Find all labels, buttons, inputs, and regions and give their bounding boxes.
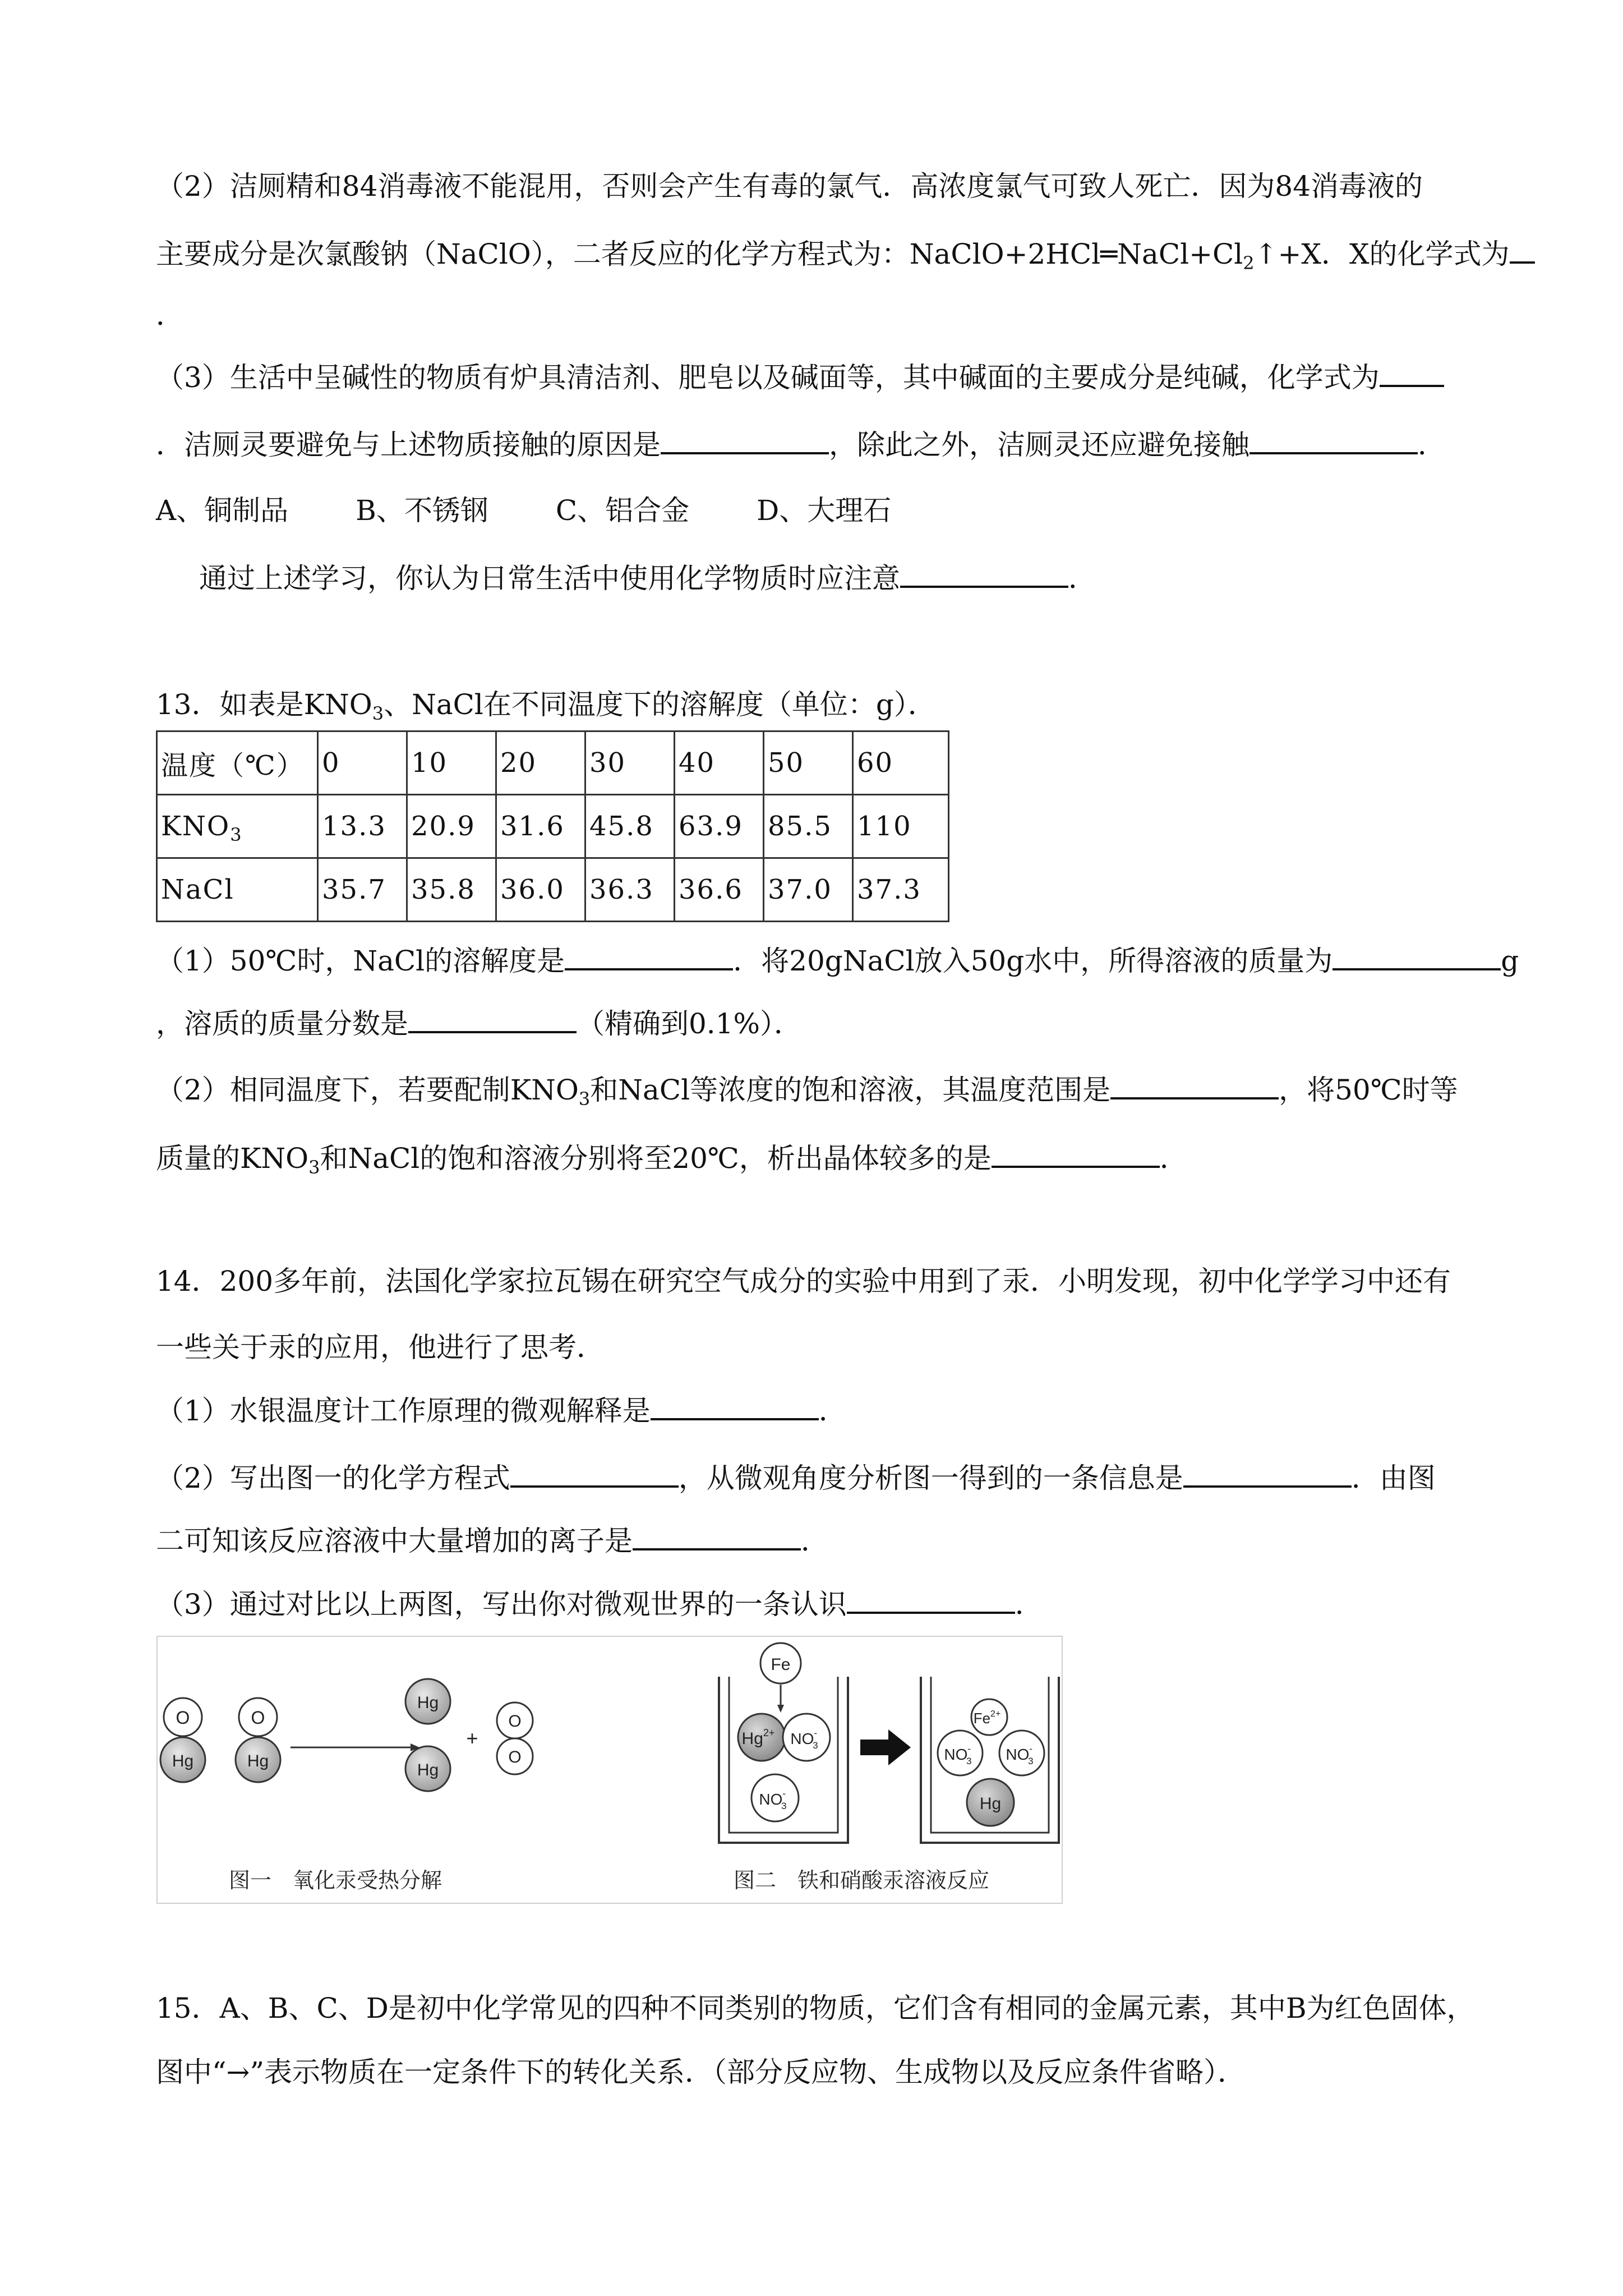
svg-text:NO-3: NO-3 bbox=[1006, 1743, 1034, 1766]
option-c[interactable]: C、铝合金 bbox=[555, 494, 690, 527]
table-cell: 50 bbox=[764, 731, 853, 795]
table-cell: 温度（℃） bbox=[157, 731, 318, 795]
q12-part2-line3: ． bbox=[156, 299, 184, 332]
table-cell: 60 bbox=[853, 731, 949, 795]
q13-title: 13．如表是$KNO_3$、NaCl在不同温度下的溶解度（单位：g）． bbox=[156, 688, 936, 724]
table-cell: 37.3 bbox=[853, 858, 949, 922]
table-cell: 35.7 bbox=[318, 858, 407, 922]
table-row bbox=[157, 795, 949, 858]
answer-blank[interactable] bbox=[633, 1521, 801, 1550]
q14-part3: （3）通过对比以上两图，写出你对微观世界的一条认识 ． bbox=[156, 1585, 1479, 1623]
q13-part2-line1: （2）相同温度下，若要配制$KNO_3$和NaCl等浓度的饱和溶液，其温度范围是 ，将50℃时等 bbox=[156, 1070, 1479, 1109]
answer-blank[interactable] bbox=[1510, 234, 1535, 264]
table-cell: 37.0 bbox=[764, 858, 853, 922]
svg-text:O: O bbox=[251, 1708, 265, 1728]
answer-blank[interactable] bbox=[565, 941, 733, 970]
q12-part3-line1: （3）生活中呈碱性的物质有炉具清洁剂、肥皂以及碱面等，其中碱面的主要成分是纯碱，化学式为 bbox=[156, 358, 1479, 397]
q12-part2-line2: 主要成分是次氯酸钠（NaClO），二者反应的化学方程式为：$NaClO+2HCl═NaCl+Cl_2↑+X$．X的化学式为 bbox=[156, 234, 1479, 273]
iron-atom bbox=[760, 1643, 801, 1683]
answer-blank[interactable] bbox=[1332, 941, 1501, 970]
svg-text:Fe: Fe bbox=[771, 1655, 791, 1674]
svg-text:Hg: Hg bbox=[417, 1694, 439, 1712]
q12-summary: 通过上述学习，你认为日常生活中使用化学物质时应注意 ． bbox=[199, 559, 1523, 597]
option-b[interactable]: B、不锈钢 bbox=[356, 494, 488, 527]
table-cell: 85.5 bbox=[764, 795, 853, 858]
answer-blank[interactable] bbox=[847, 1585, 1015, 1614]
svg-text:Hg: Hg bbox=[247, 1752, 269, 1770]
table-row bbox=[157, 731, 949, 795]
svg-text:Hg2+: $Hg^{2+}$ bbox=[741, 1727, 775, 1748]
answer-blank[interactable] bbox=[661, 425, 829, 454]
answer-blank[interactable] bbox=[1110, 1070, 1279, 1099]
table-cell: 20.9 bbox=[407, 795, 496, 858]
solubility-table bbox=[156, 730, 949, 922]
table-cell: 36.6 bbox=[675, 858, 764, 922]
oxygen-atom bbox=[497, 1703, 533, 1738]
svg-text:Hg: Hg bbox=[172, 1752, 194, 1770]
mercury-atom bbox=[967, 1779, 1014, 1826]
table-cell: 35.8 bbox=[407, 858, 496, 922]
q15-line2: 图中“→”表示物质在一定条件下的转化关系．（部分反应物、生成物以及反应条件省略）． bbox=[156, 2056, 1246, 2088]
q14-part2-line2: 二可知该反应溶液中大量增加的离子是 ． bbox=[156, 1521, 1479, 1560]
answer-blank[interactable] bbox=[1249, 425, 1418, 454]
table-cell: 36.0 bbox=[496, 858, 585, 922]
answer-blank[interactable] bbox=[992, 1139, 1160, 1168]
table-row bbox=[157, 858, 949, 922]
plus-sign: + bbox=[466, 1727, 478, 1750]
table-cell: 13.3 bbox=[318, 795, 407, 858]
table-cell: NaCl bbox=[157, 858, 318, 922]
q14-part1: （1）水银温度计工作原理的微观解释是 ． bbox=[156, 1391, 1479, 1430]
figure-two-caption: 图二 铁和硝酸汞溶液反应 bbox=[734, 1868, 990, 1893]
nitrate-ion bbox=[783, 1714, 830, 1761]
mercury-atom bbox=[160, 1737, 205, 1782]
q13-part1-line2: ，溶质的质量分数是 （精确到0.1%）． bbox=[156, 1004, 1479, 1043]
table-cell: 110 bbox=[853, 795, 949, 858]
table-cell: 45.8 bbox=[585, 795, 675, 858]
q15-line1: 15．A、B、C、D是初中化学常见的四种不同类别的物质，它们含有相同的金属元素，其中B为红色固体， bbox=[156, 1992, 1475, 2024]
table-cell: 40 bbox=[675, 731, 764, 795]
svg-text:O: O bbox=[176, 1708, 190, 1728]
mercury-atom bbox=[405, 1746, 450, 1791]
answer-blank[interactable] bbox=[651, 1391, 819, 1420]
nitrate-ion bbox=[999, 1731, 1044, 1775]
svg-text:Fe2+: $Fe^{2+}$ bbox=[973, 1709, 1001, 1727]
svg-text:O: O bbox=[508, 1748, 522, 1766]
q13-part2-line2: 质量的$KNO_3$和NaCl的饱和溶液分别将至20℃，析出晶体较多的是 ． bbox=[156, 1139, 1479, 1177]
answer-blank[interactable] bbox=[1380, 358, 1444, 387]
svg-text:NO-3: NO-3 bbox=[759, 1788, 787, 1811]
mercury-atom bbox=[405, 1679, 450, 1724]
q12-part2-line1: （2）洁厕精和84消毒液不能混用，否则会产生有毒的氯气．高浓度氯气可致人死亡．因为84消毒液的 bbox=[156, 170, 1423, 203]
svg-text:Hg: Hg bbox=[417, 1761, 439, 1779]
nitrate-ion bbox=[751, 1774, 799, 1821]
answer-blank[interactable] bbox=[408, 1004, 577, 1033]
svg-text:NO-3: NO-3 bbox=[944, 1743, 972, 1766]
q14-part2-line1: （2）写出图一的化学方程式 ，从微观角度分析图一得到的一条信息是 ．由图 bbox=[156, 1458, 1479, 1497]
oxygen-atom bbox=[164, 1698, 202, 1736]
answer-blank[interactable] bbox=[1183, 1458, 1352, 1488]
answer-blank[interactable] bbox=[900, 559, 1068, 588]
q14-intro-line2: 一些关于汞的应用，他进行了思考． bbox=[156, 1331, 605, 1364]
table-cell: $KNO_3$ bbox=[157, 795, 318, 858]
iron-ion bbox=[971, 1699, 1007, 1735]
table-cell: 36.3 bbox=[585, 858, 675, 922]
q14-intro-line1: 14．200多年前，法国化学家拉瓦锡在研究空气成分的实验中用到了汞．小明发现，初中化学学习中还有 bbox=[156, 1265, 1451, 1297]
table-cell: 31.6 bbox=[496, 795, 585, 858]
option-a[interactable]: A、铜制品 bbox=[156, 494, 289, 527]
q13-part1-line1: （1）50℃时，NaCl的溶解度是 ．将20gNaCl放入50g水中，所得溶液的质量为 g bbox=[156, 941, 1479, 980]
q12-part3-line2: ．洁厕灵要避免与上述物质接触的原因是 ，除此之外，洁厕灵还应避免接触 ． bbox=[156, 425, 1479, 464]
svg-text:O: O bbox=[508, 1712, 522, 1731]
svg-text:NO-3: NO-3 bbox=[790, 1728, 818, 1751]
figure-one-caption: 图一 氧化汞受热分解 bbox=[229, 1868, 442, 1893]
mercury-atom bbox=[236, 1737, 280, 1782]
table-cell: 20 bbox=[496, 731, 585, 795]
answer-blank[interactable] bbox=[510, 1458, 679, 1488]
table-cell: 30 bbox=[585, 731, 675, 795]
table-cell: 63.9 bbox=[675, 795, 764, 858]
q12-options bbox=[156, 491, 1479, 530]
table-cell: 0 bbox=[318, 731, 407, 795]
option-d[interactable]: D、大理石 bbox=[757, 494, 892, 527]
svg-text:Hg: Hg bbox=[979, 1795, 1002, 1813]
oxygen-atom bbox=[239, 1698, 277, 1736]
reaction-figure bbox=[156, 1635, 1063, 1904]
table-cell: 10 bbox=[407, 731, 496, 795]
nitrate-ion bbox=[938, 1731, 983, 1775]
mercury-ion bbox=[738, 1714, 785, 1761]
oxygen-atom bbox=[497, 1738, 533, 1774]
